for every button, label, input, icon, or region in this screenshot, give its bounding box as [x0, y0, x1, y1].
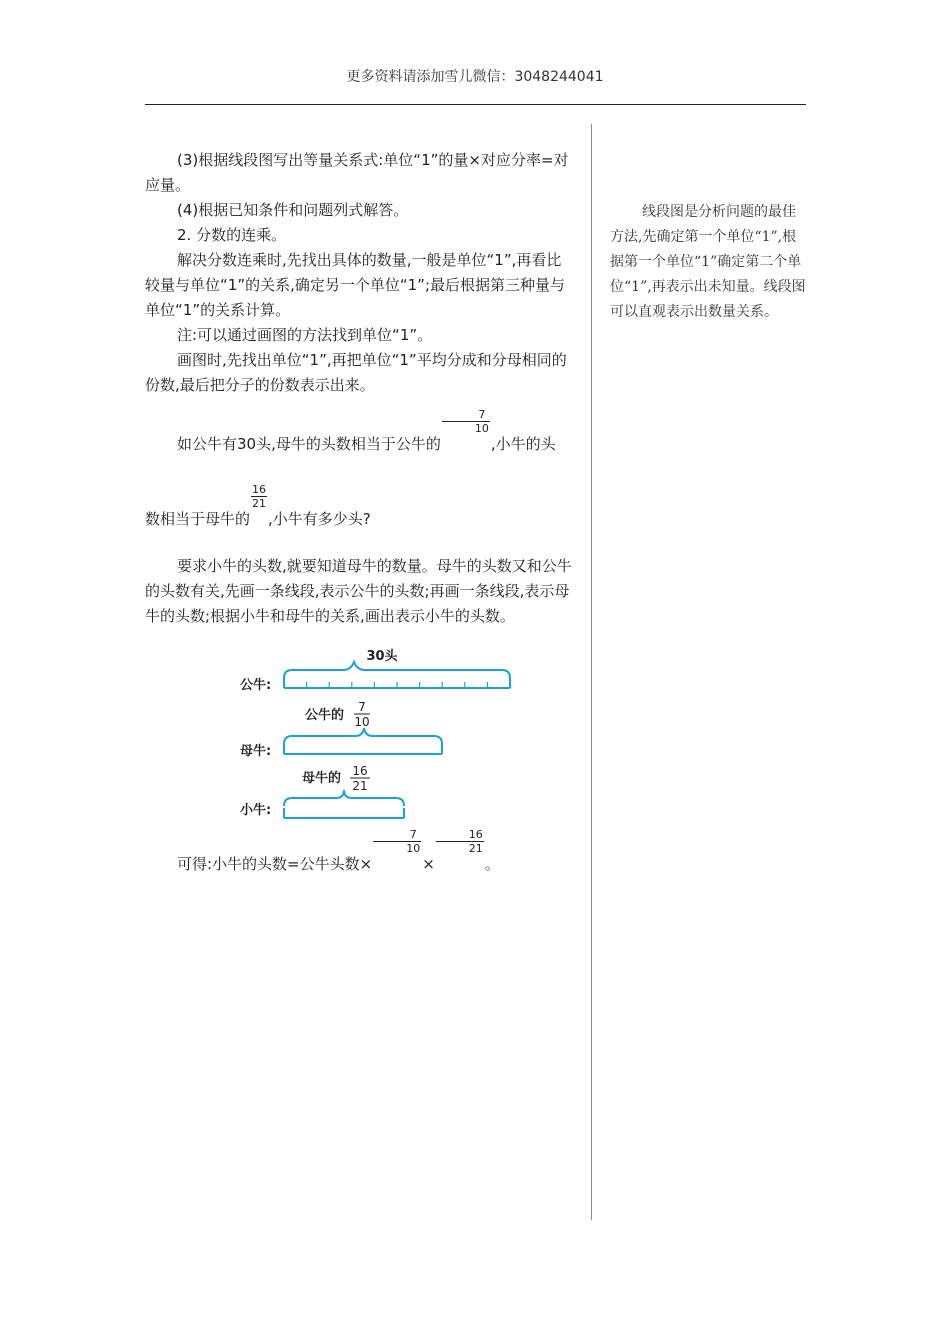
conclusion-text: 可得:小牛的头数=公牛头数×	[177, 855, 373, 873]
cow-brace	[284, 728, 442, 744]
calf-caption: 母牛的	[302, 771, 342, 786]
main-column	[145, 148, 573, 629]
page-header: 更多资料请添加雪儿微信：3048244041	[346, 69, 604, 85]
paragraph-explanation: 要求小牛的头数,就要知道母牛的数量。母牛的头数又和公牛的头数有关,先画一条线段,表示公牛的头数;再画一条线段,表示母牛的头数;根据小牛和母牛的关系,画出表示小牛的头数。	[145, 557, 572, 625]
paragraph-method: 解决分数连乘时,先找出具体的数量,一般是单位“1”,再看比较量与单位“1”的关系,确定另一个单位“1”;最后根据第三种量与单位“1”的关系计算。	[145, 251, 565, 319]
example-text-4: ,小牛有多少头?	[268, 510, 371, 528]
section-heading: 2. 分数的连乘。	[177, 226, 287, 244]
conclusion-end: 。	[484, 855, 500, 873]
bull-brace	[284, 662, 510, 678]
example-text-2: ,小牛的头	[490, 435, 556, 453]
conclusion-fraction-16-21: $\frac{16}{21}$	[436, 828, 484, 855]
calf-fraction-denominator: 21	[352, 779, 368, 793]
paragraph-step4: (4)根据已知条件和问题列式解答。	[177, 201, 409, 219]
fraction-7-10: $\frac{7}{10}$	[442, 408, 490, 435]
example-text-3: 数相当于母牛的	[145, 510, 251, 528]
calf-label: 小牛:	[240, 803, 272, 818]
paragraph-note: 注:可以通过画图的方法找到单位“1”。	[177, 326, 433, 344]
sidebar-note-text: 线段图是分析问题的最佳方法,先确定第一个单位“1”,根据第一个单位“1”确定第二个单位“1”,再表示出未知量。线段图可以直观表示出数量关系。	[610, 204, 806, 320]
conclusion-line	[145, 828, 573, 879]
cow-fraction-numerator: 7	[358, 700, 366, 714]
line-segment-diagram	[230, 640, 530, 830]
column-divider	[591, 124, 592, 1220]
sidebar-note	[610, 200, 806, 325]
calf-brace	[284, 790, 404, 806]
cow-label: 母牛:	[240, 744, 272, 759]
header-divider	[145, 104, 806, 105]
bull-total-label: 30头	[366, 649, 398, 664]
cow-fraction-denominator: 10	[354, 715, 370, 729]
fraction-16-21: $\frac{16}{21}$	[252, 483, 267, 510]
bull-ticks	[284, 678, 510, 688]
calf-fraction-numerator: 16	[352, 764, 368, 778]
cow-caption: 公牛的	[305, 708, 345, 723]
example-line-1	[145, 408, 573, 459]
example-line-2	[145, 483, 573, 534]
conclusion-fraction-7-10: $\frac{7}{10}$	[373, 828, 421, 855]
example-text-1: 如公牛有30头,母牛的头数相当于公牛的	[177, 435, 441, 453]
conclusion-times: ×	[422, 855, 435, 873]
paragraph-step3: (3)根据线段图写出等量关系式:单位“1”的量×对应分率=对应量。	[145, 151, 569, 194]
paragraph-drawing: 画图时,先找出单位“1”,再把单位“1”平均分成和分母相同的份数,最后把分子的份数表示出来。	[145, 351, 567, 394]
bull-label: 公牛:	[240, 678, 272, 693]
conclusion-block	[145, 828, 573, 879]
